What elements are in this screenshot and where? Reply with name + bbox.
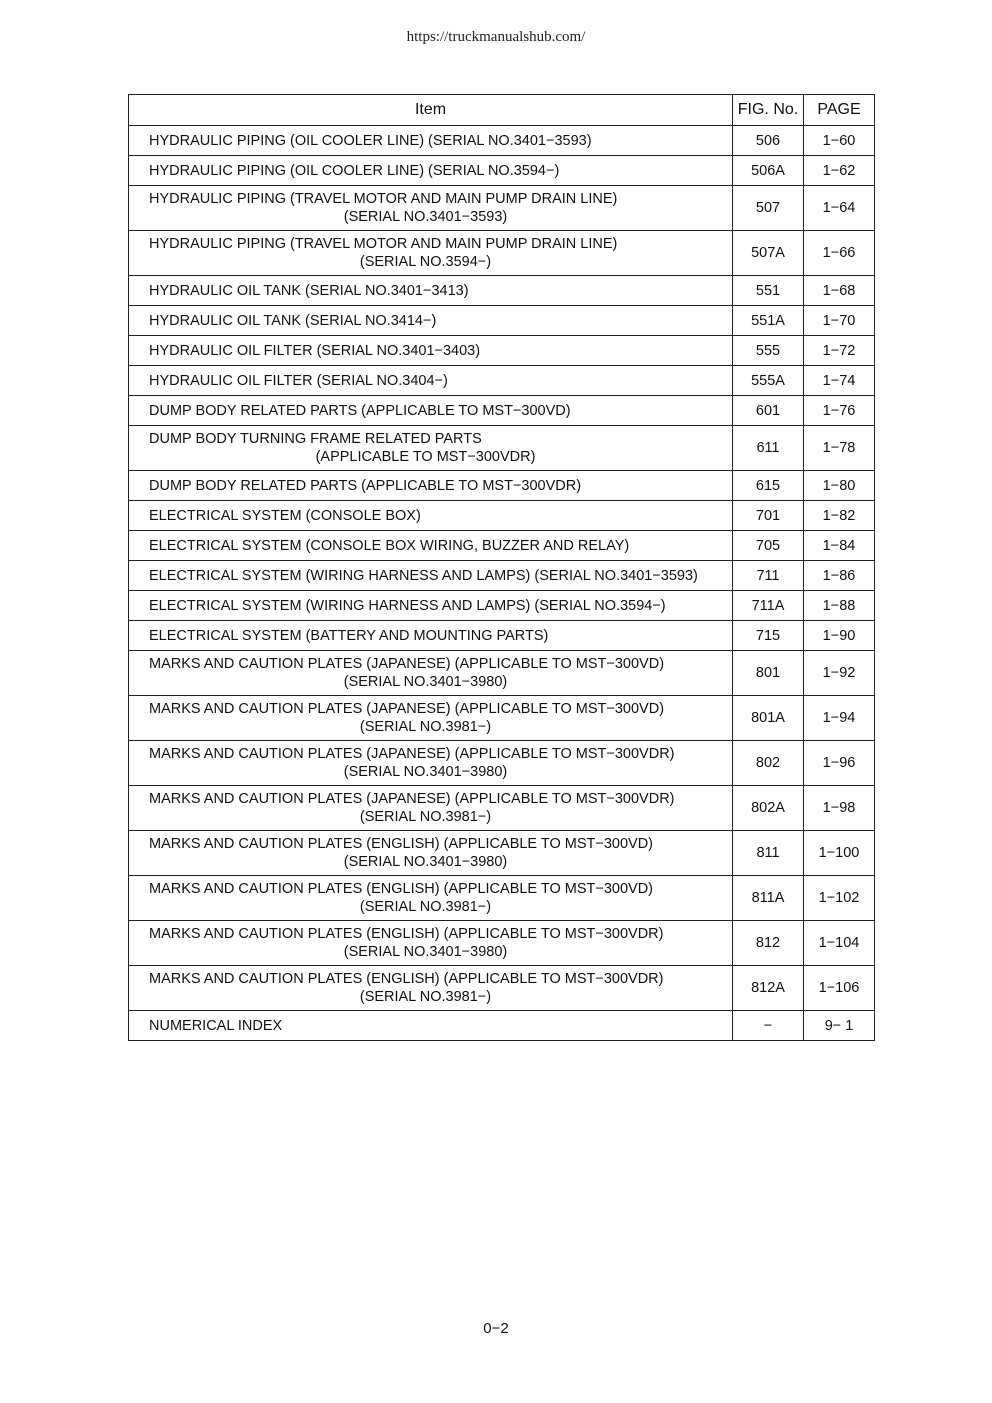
index-table: [128, 94, 875, 1041]
page-number-cell: 1−70: [804, 306, 875, 336]
fig-number-cell: 812A: [733, 966, 804, 1011]
item-cell: [129, 366, 733, 396]
page-number-cell: 1−72: [804, 336, 875, 366]
fig-number-cell: 715: [733, 621, 804, 651]
page-number-cell: 1−92: [804, 651, 875, 696]
item-subtitle: (SERIAL NO.3594−): [359, 254, 492, 270]
page-number-cell: 1−102: [804, 876, 875, 921]
fig-number-cell: 615: [733, 471, 804, 501]
fig-number-cell: 551A: [733, 306, 804, 336]
table-row: [129, 126, 875, 156]
table-row: [129, 276, 875, 306]
table-row: [129, 186, 875, 231]
item-cell: [129, 1011, 733, 1041]
page-number: 0−2: [483, 1320, 509, 1337]
item-subtitle: (SERIAL NO.3401−3980): [343, 764, 508, 780]
item-cell: [129, 396, 733, 426]
fig-number-cell: 611: [733, 426, 804, 471]
fig-number-cell: 802A: [733, 786, 804, 831]
table-row: [129, 741, 875, 786]
page-number-cell: 1−78: [804, 426, 875, 471]
column-header-fig: FIG. No.: [733, 95, 804, 126]
item-title: MARKS AND CAUTION PLATES (JAPANESE) (APPLICABLE TO MST−300VDR): [149, 746, 675, 762]
item-subtitle: (APPLICABLE TO MST−300VDR): [315, 449, 536, 465]
item-title: HYDRAULIC PIPING (OIL COOLER LINE) (SERIAL NO.3594−): [149, 162, 560, 179]
item-subtitle: (SERIAL NO.3401−3980): [343, 944, 508, 960]
item-cell: [129, 186, 733, 231]
item-cell: [129, 966, 733, 1011]
fig-number-cell: 506A: [733, 156, 804, 186]
table-row: [129, 306, 875, 336]
table-row: [129, 561, 875, 591]
page-number-cell: 1−80: [804, 471, 875, 501]
fig-number-cell: 507A: [733, 231, 804, 276]
table-header-row: [129, 95, 875, 126]
item-title: HYDRAULIC OIL TANK (SERIAL NO.3414−): [149, 312, 437, 329]
item-subtitle: (SERIAL NO.3981−): [359, 989, 492, 1005]
item-cell: [129, 921, 733, 966]
item-cell: [129, 231, 733, 276]
header-url: https://truckmanualshub.com/: [406, 29, 586, 45]
page-number-cell: 9− 1: [804, 1011, 875, 1041]
item-subtitle: (SERIAL NO.3981−): [359, 719, 492, 735]
table-row: [129, 786, 875, 831]
table-row: [129, 876, 875, 921]
fig-number-cell: 555: [733, 336, 804, 366]
table-row: [129, 366, 875, 396]
item-cell: [129, 831, 733, 876]
fig-number-cell: 555A: [733, 366, 804, 396]
item-title: ELECTRICAL SYSTEM (CONSOLE BOX): [149, 507, 421, 524]
column-header-item: Item: [129, 95, 733, 126]
item-cell: [129, 591, 733, 621]
table-row: [129, 966, 875, 1011]
fig-number-cell: 551: [733, 276, 804, 306]
page-number-cell: 1−60: [804, 126, 875, 156]
page-number-cell: 1−100: [804, 831, 875, 876]
item-title: HYDRAULIC OIL FILTER (SERIAL NO.3404−): [149, 372, 448, 389]
fig-number-cell: 601: [733, 396, 804, 426]
table-row: [129, 231, 875, 276]
fig-number-cell: 701: [733, 501, 804, 531]
fig-number-cell: 711A: [733, 591, 804, 621]
item-title: MARKS AND CAUTION PLATES (JAPANESE) (APPLICABLE TO MST−300VDR): [149, 791, 675, 807]
page-number-cell: 1−98: [804, 786, 875, 831]
item-cell: [129, 426, 733, 471]
table-row: [129, 396, 875, 426]
item-title: NUMERICAL INDEX: [149, 1017, 283, 1034]
item-title: DUMP BODY RELATED PARTS (APPLICABLE TO MST−300VD): [149, 402, 571, 419]
page-number-cell: 1−68: [804, 276, 875, 306]
item-subtitle: (SERIAL NO.3981−): [359, 899, 492, 915]
page-number-cell: 1−66: [804, 231, 875, 276]
page-number-cell: 1−86: [804, 561, 875, 591]
item-title: MARKS AND CAUTION PLATES (ENGLISH) (APPLICABLE TO MST−300VDR): [149, 926, 664, 942]
item-cell: [129, 621, 733, 651]
item-cell: [129, 276, 733, 306]
page-number-cell: 1−94: [804, 696, 875, 741]
page-number-cell: 1−76: [804, 396, 875, 426]
table-row: [129, 621, 875, 651]
table-body: [129, 126, 875, 1041]
item-title: MARKS AND CAUTION PLATES (JAPANESE) (APPLICABLE TO MST−300VD): [149, 701, 665, 717]
table-row: [129, 336, 875, 366]
item-cell: [129, 561, 733, 591]
item-title: DUMP BODY TURNING FRAME RELATED PARTS: [149, 431, 482, 447]
table-row: [129, 426, 875, 471]
table-row: [129, 501, 875, 531]
item-subtitle: (SERIAL NO.3401−3980): [343, 854, 508, 870]
fig-number-cell: 711: [733, 561, 804, 591]
table-row: [129, 696, 875, 741]
item-title: MARKS AND CAUTION PLATES (ENGLISH) (APPLICABLE TO MST−300VDR): [149, 971, 664, 987]
page-number-cell: 1−62: [804, 156, 875, 186]
page-number-cell: 1−64: [804, 186, 875, 231]
item-title: HYDRAULIC PIPING (TRAVEL MOTOR AND MAIN PUMP DRAIN LINE): [149, 191, 618, 207]
fig-number-cell: 811: [733, 831, 804, 876]
fig-number-cell: 812: [733, 921, 804, 966]
fig-number-cell: 801: [733, 651, 804, 696]
table-row: [129, 471, 875, 501]
item-cell: [129, 531, 733, 561]
fig-number-cell: 811A: [733, 876, 804, 921]
item-title: MARKS AND CAUTION PLATES (ENGLISH) (APPLICABLE TO MST−300VD): [149, 836, 654, 852]
item-cell: [129, 741, 733, 786]
item-cell: [129, 336, 733, 366]
item-title: MARKS AND CAUTION PLATES (ENGLISH) (APPLICABLE TO MST−300VD): [149, 881, 654, 897]
item-cell: [129, 126, 733, 156]
table-row: [129, 831, 875, 876]
column-header-page: PAGE: [804, 95, 875, 126]
fig-number-cell: −: [733, 1011, 804, 1041]
page-number-cell: 1−90: [804, 621, 875, 651]
item-cell: [129, 696, 733, 741]
item-subtitle: (SERIAL NO.3981−): [359, 809, 492, 825]
fig-number-cell: 507: [733, 186, 804, 231]
item-subtitle: (SERIAL NO.3401−3980): [343, 674, 508, 690]
fig-number-cell: 801A: [733, 696, 804, 741]
table-row: [129, 156, 875, 186]
page-number-cell: 1−104: [804, 921, 875, 966]
page-number-cell: 1−84: [804, 531, 875, 561]
table-row: [129, 1011, 875, 1041]
item-title: ELECTRICAL SYSTEM (BATTERY AND MOUNTING PARTS): [149, 627, 549, 644]
page-number-cell: 1−96: [804, 741, 875, 786]
fig-number-cell: 802: [733, 741, 804, 786]
item-cell: [129, 306, 733, 336]
item-cell: [129, 501, 733, 531]
item-cell: [129, 651, 733, 696]
item-title: MARKS AND CAUTION PLATES (JAPANESE) (APPLICABLE TO MST−300VD): [149, 656, 665, 672]
item-cell: [129, 876, 733, 921]
item-cell: [129, 471, 733, 501]
table-row: [129, 531, 875, 561]
item-title: HYDRAULIC OIL TANK (SERIAL NO.3401−3413): [149, 282, 469, 299]
table-row: [129, 921, 875, 966]
item-title: HYDRAULIC PIPING (OIL COOLER LINE) (SERIAL NO.3401−3593): [149, 132, 592, 149]
table-row: [129, 591, 875, 621]
item-title: ELECTRICAL SYSTEM (CONSOLE BOX WIRING, BUZZER AND RELAY): [149, 537, 630, 554]
item-title: HYDRAULIC OIL FILTER (SERIAL NO.3401−3403): [149, 342, 481, 359]
table-row: [129, 651, 875, 696]
item-title: HYDRAULIC PIPING (TRAVEL MOTOR AND MAIN PUMP DRAIN LINE): [149, 236, 618, 252]
fig-number-cell: 705: [733, 531, 804, 561]
item-title: ELECTRICAL SYSTEM (WIRING HARNESS AND LAMPS) (SERIAL NO.3401−3593): [149, 567, 698, 584]
item-subtitle: (SERIAL NO.3401−3593): [343, 209, 508, 225]
page-number-cell: 1−74: [804, 366, 875, 396]
item-title: ELECTRICAL SYSTEM (WIRING HARNESS AND LAMPS) (SERIAL NO.3594−): [149, 597, 666, 614]
page-number-cell: 1−106: [804, 966, 875, 1011]
item-cell: [129, 786, 733, 831]
item-title: DUMP BODY RELATED PARTS (APPLICABLE TO MST−300VDR): [149, 477, 582, 494]
page-number-cell: 1−82: [804, 501, 875, 531]
item-cell: [129, 156, 733, 186]
page-number-cell: 1−88: [804, 591, 875, 621]
fig-number-cell: 506: [733, 126, 804, 156]
